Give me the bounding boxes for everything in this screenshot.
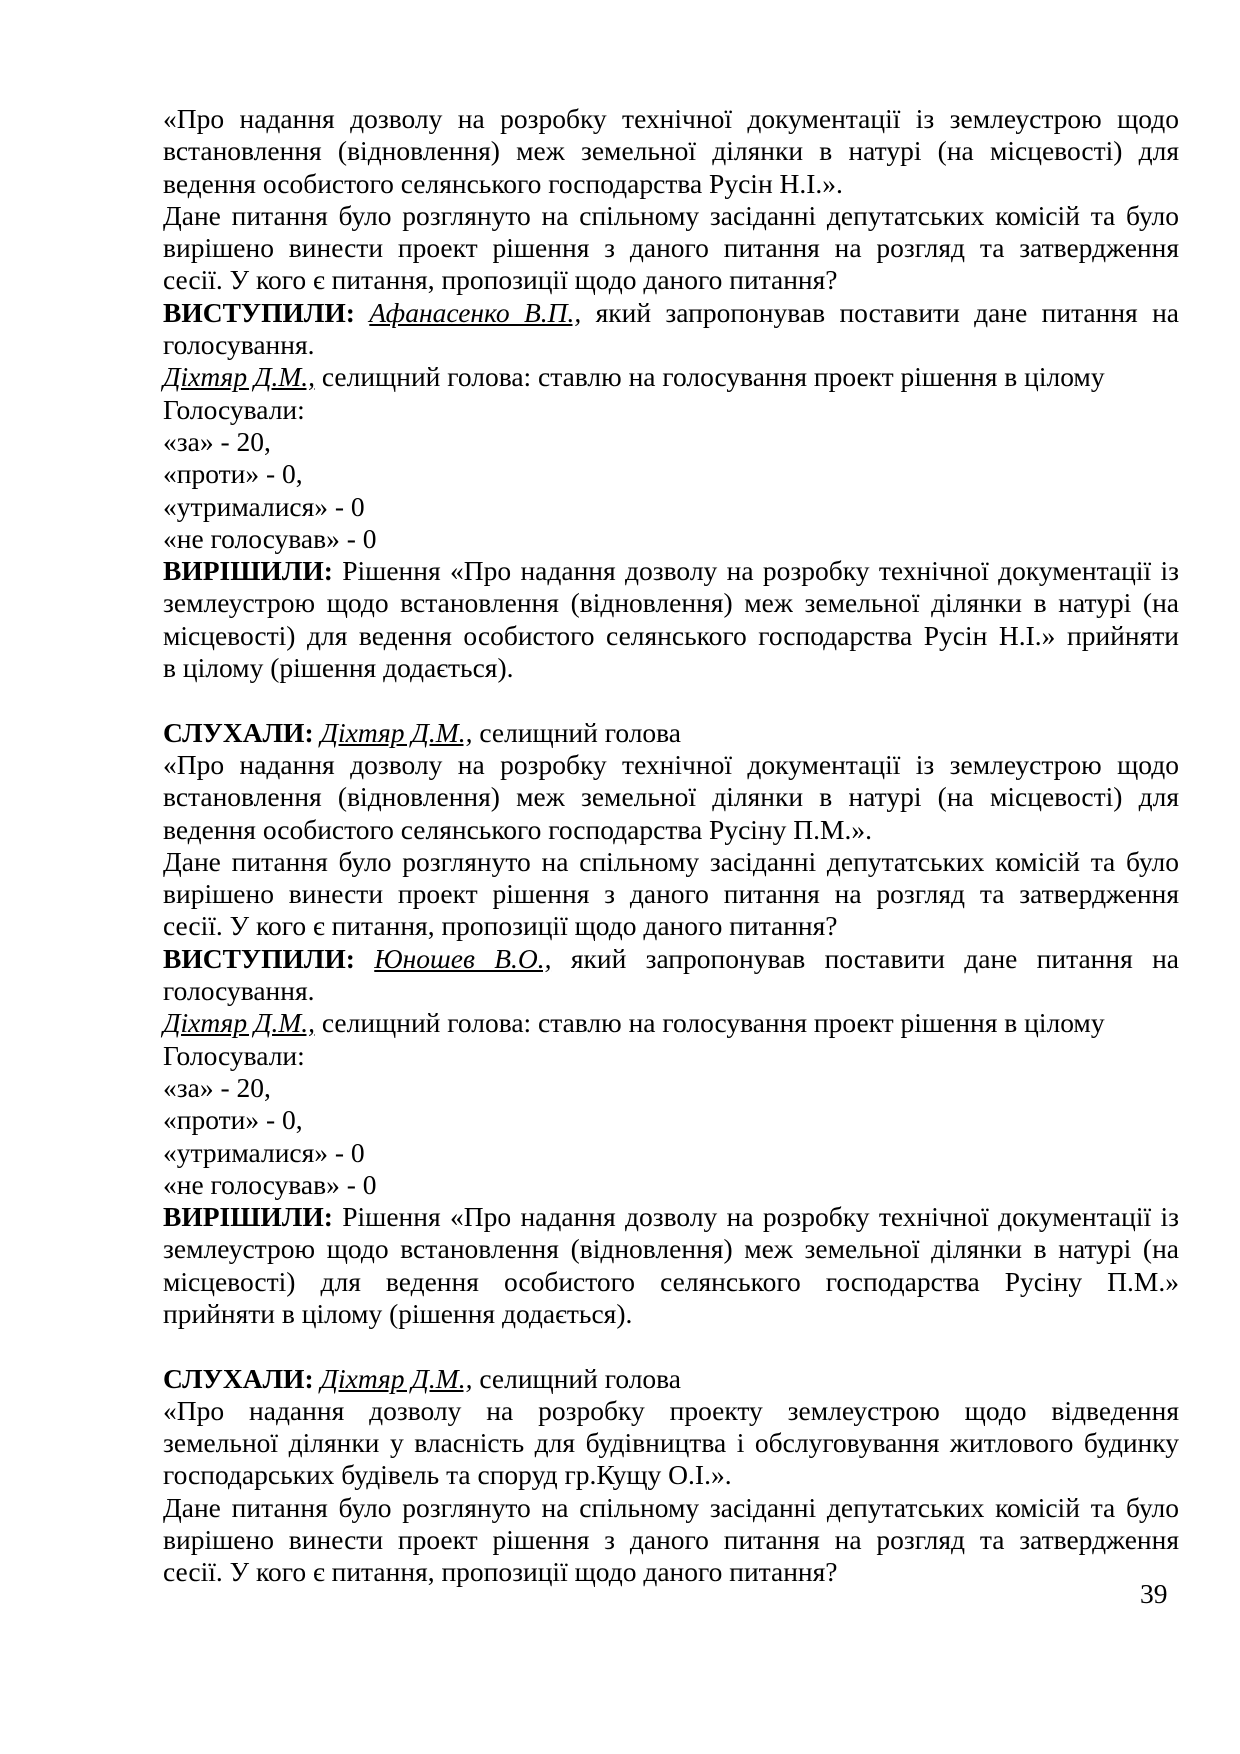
speaker-name: Афанасенко В.П., <box>369 296 582 328</box>
head-name: Діхтяр Д.М., <box>163 361 315 393</box>
heard-label: СЛУХАЛИ: <box>163 716 314 748</box>
vote-not-voted: «не голосував» - 0 <box>163 522 377 554</box>
section-spacer <box>163 684 1179 716</box>
decision-line: землеустрою щодо встановлення (відновлення) меж земельної ділянки в натурі (на <box>163 587 1179 619</box>
info-line: сесії. У кого є питання, пропозиції щодо даного питання? <box>163 1556 838 1588</box>
speakers-continuation: голосування. <box>163 975 315 1007</box>
decision-line: місцевості) для ведення особистого селянського господарства Русіну П.М.» <box>163 1265 1179 1297</box>
heard-line <box>163 717 1179 749</box>
head-name: Діхтяр Д.М., <box>163 1007 315 1039</box>
speakers-continuation: голосування. <box>163 329 315 361</box>
speakers-label: ВИСТУПИЛИ: <box>163 296 355 328</box>
decision-label: ВИРІШИЛИ: <box>163 1201 333 1233</box>
agenda-item-3 <box>163 1363 1179 1589</box>
speakers-label: ВИСТУПИЛИ: <box>163 942 355 974</box>
vote-against: «проти» - 0, <box>163 1104 303 1136</box>
info-line: вирішено винести проект рішення з даного питання на розгляд та затвердження <box>163 878 1179 910</box>
votes-header: Голосували: <box>163 1039 305 1071</box>
vote-for: «за» - 20, <box>163 1071 271 1103</box>
votes-header: Голосували: <box>163 393 305 425</box>
speaker-text: який запропонував поставити дане питання на <box>551 942 1179 974</box>
vote-not-voted: «не голосував» - 0 <box>163 1168 377 1200</box>
title-line: ведення особистого селянського господарства Русін Н.І.». <box>163 167 843 199</box>
title-line: «Про надання дозволу на розробку технічної документації із землеустрою щодо <box>163 748 1179 780</box>
decision-label: ВИРІШИЛИ: <box>163 555 333 587</box>
decision-line <box>163 555 1179 587</box>
speakers-line <box>163 297 1179 329</box>
section-spacer <box>163 1330 1179 1362</box>
head-line <box>163 1007 1179 1039</box>
decision-line: землеустрою щодо встановлення (відновлення) меж земельної ділянки в натурі (на <box>163 1233 1179 1265</box>
head-line <box>163 361 1179 393</box>
vote-abstained: «утрималися» - 0 <box>163 490 365 522</box>
title-line: встановлення (відновлення) меж земельної ділянки в натурі (на місцевості) для <box>163 135 1179 167</box>
heard-name: Діхтяр Д.М., <box>320 716 473 748</box>
heard-text: селищний голова <box>472 1362 682 1394</box>
decision-text: Рішення «Про надання дозволу на розробку технічної документації із <box>332 1201 1179 1233</box>
info-line: сесії. У кого є питання, пропозиції щодо даного питання? <box>163 910 838 942</box>
decision-line: в цілому (рішення додається). <box>163 652 514 684</box>
decision-line: прийняти в цілому (рішення додається). <box>163 1297 633 1329</box>
head-text: селищний голова: ставлю на голосування проект рішення в цілому <box>314 1007 1105 1039</box>
agenda-item-1 <box>163 103 1179 684</box>
heard-line <box>163 1363 1179 1395</box>
decision-line: місцевості) для ведення особистого селянського господарства Русін Н.І.» прийняти <box>163 619 1179 651</box>
title-line: господарських будівель та споруд гр.Кущу О.І.». <box>163 1459 732 1491</box>
document-page <box>163 103 1179 1589</box>
head-text: селищний голова: ставлю на голосування проект рішення в цілому <box>314 361 1105 393</box>
title-line: земельної ділянки у власність для будівництва і обслуговування житлового будинку <box>163 1427 1179 1459</box>
info-line: сесії. У кого є питання, пропозиції щодо даного питання? <box>163 264 838 296</box>
vote-against: «проти» - 0, <box>163 458 303 490</box>
speaker-name: Юношев В.О., <box>374 942 552 974</box>
title-line: ведення особистого селянського господарства Русіну П.М.». <box>163 813 872 845</box>
decision-text: Рішення «Про надання дозволу на розробку технічної документації із <box>332 555 1179 587</box>
title-line: встановлення (відновлення) меж земельної ділянки в натурі (на місцевості) для <box>163 781 1179 813</box>
agenda-item-2 <box>163 717 1179 1331</box>
heard-name: Діхтяр Д.М., <box>320 1362 473 1394</box>
vote-for: «за» - 20, <box>163 425 271 457</box>
vote-abstained: «утрималися» - 0 <box>163 1136 365 1168</box>
info-line: Дане питання було розглянуто на спільному засіданні депутатських комісій та було <box>163 199 1179 231</box>
speakers-line <box>163 943 1179 975</box>
title-line: «Про надання дозволу на розробку технічної документації із землеустрою щодо <box>163 103 1179 134</box>
heard-label: СЛУХАЛИ: <box>163 1362 314 1394</box>
info-line: Дане питання було розглянуто на спільному засіданні депутатських комісій та було <box>163 845 1179 877</box>
page-number: 39 <box>1140 1578 1168 1609</box>
decision-line <box>163 1201 1179 1233</box>
title-line: «Про надання дозволу на розробку проекту землеустрою щодо відведення <box>163 1394 1179 1426</box>
info-line: вирішено винести проект рішення з даного питання на розгляд та затвердження <box>163 232 1179 264</box>
info-line: Дане питання було розглянуто на спільному засіданні депутатських комісій та було <box>163 1491 1179 1523</box>
info-line: вирішено винести проект рішення з даного питання на розгляд та затвердження <box>163 1524 1179 1556</box>
speaker-text: який запропонував поставити дане питання на <box>581 296 1179 328</box>
heard-text: селищний голова <box>472 716 682 748</box>
